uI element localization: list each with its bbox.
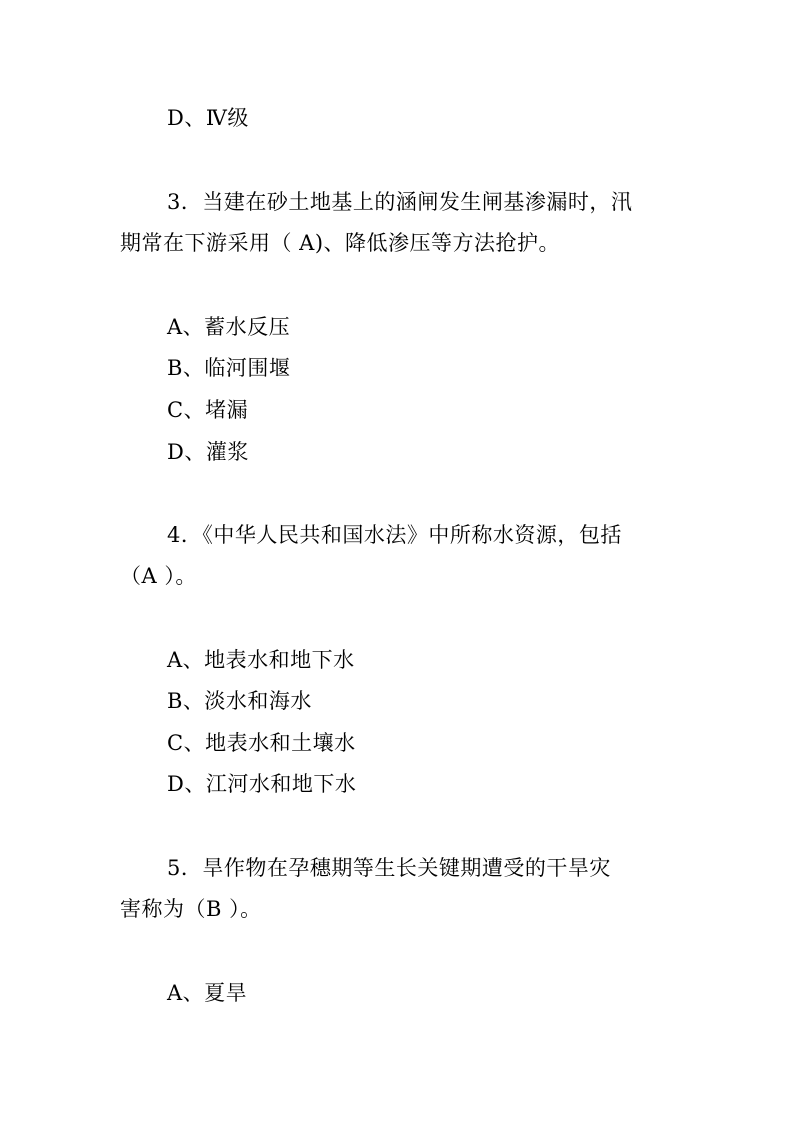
question-5-line-1: 5．旱作物在孕穗期等生长关键期遭受的干旱灾 bbox=[167, 856, 611, 880]
question-3-option-b: B、临河围堰 bbox=[167, 356, 291, 380]
question-3-option-c: C、堵漏 bbox=[167, 398, 249, 422]
question-4-option-b: B、淡水和海水 bbox=[167, 689, 312, 713]
question-4-line-1: 4．《中华人民共和国水法》中所称水资源，包括 bbox=[167, 523, 622, 547]
question-4-option-a: A、地表水和地下水 bbox=[167, 648, 355, 672]
question-3-line-1: 3．当建在砂土地基上的涵闸发生闸基渗漏时，汛 bbox=[167, 190, 633, 214]
question-4-line-2: （A ）。 bbox=[120, 564, 197, 588]
question-3-option-d: D、灌浆 bbox=[167, 440, 249, 464]
question-3-option-a: A、蓄水反压 bbox=[167, 315, 291, 339]
question-4-option-d: D、江河水和地下水 bbox=[167, 772, 357, 796]
question-4-option-c: C、地表水和土壤水 bbox=[167, 731, 356, 755]
question-3-line-2: 期常在下游采用（ A)、降低渗压等方法抢护。 bbox=[120, 231, 561, 255]
question-5-option-a: A、夏旱 bbox=[167, 981, 248, 1005]
option-d-previous: D、Ⅳ级 bbox=[167, 106, 249, 130]
question-5-line-2: 害称为（B ）。 bbox=[120, 897, 262, 921]
